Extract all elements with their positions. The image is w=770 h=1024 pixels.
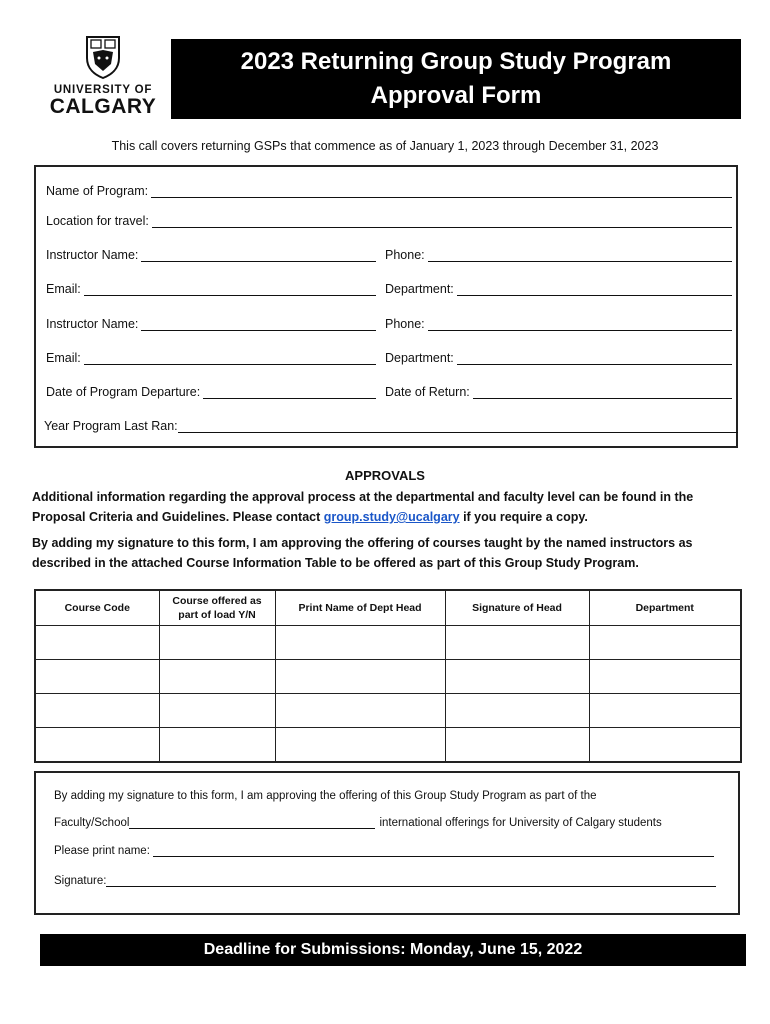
table-cell[interactable] [159, 626, 275, 660]
approvals-heading: APPROVALS [345, 468, 425, 483]
table-row [35, 694, 741, 728]
table-cell[interactable] [589, 660, 741, 694]
table-header-row [35, 590, 741, 626]
phone-2-label: Phone: [385, 317, 425, 331]
course-approval-paragraph: By adding my signature to this form, I am approving the offering of courses taught by the named instructors as described in the attached Course Information Table to be offered as part of this Group Study Program. [32, 536, 693, 570]
department-2-label: Department: [385, 351, 454, 365]
departure-date-field[interactable] [46, 384, 376, 399]
university-crest-icon [83, 34, 123, 80]
university-logo [48, 34, 158, 124]
table-cell[interactable] [35, 626, 159, 660]
instructor-1-field[interactable] [46, 247, 376, 262]
table-row [35, 728, 741, 763]
header-course-offered: Course offered as part of load Y/N [159, 590, 275, 626]
print-name-line[interactable] [153, 843, 714, 857]
table-cell[interactable] [35, 728, 159, 763]
form-title-line-1: 2023 Returning Group Study Program [240, 48, 672, 75]
table-cell[interactable] [275, 728, 445, 763]
form-title-line-2: Approval Form [370, 82, 542, 109]
table-cell[interactable] [159, 694, 275, 728]
print-name-field[interactable] [54, 843, 714, 857]
table-cell[interactable] [589, 694, 741, 728]
header-signature-of-head: Signature of Head [445, 590, 589, 626]
return-date-label: Date of Return: [385, 385, 470, 399]
approval-info-paragraph [32, 487, 742, 527]
table-cell[interactable] [589, 728, 741, 763]
header-dept-head-name: Print Name of Dept Head [275, 590, 445, 626]
email-2-label: Email: [46, 351, 81, 365]
faculty-school-label: Faculty/School [54, 817, 130, 829]
form-title [171, 39, 741, 119]
year-last-ran-label: Year Program Last Ran: [44, 419, 178, 433]
deadline-banner: Deadline for Submissions: Monday, June 15, 2022 [40, 934, 746, 966]
table-cell[interactable] [159, 660, 275, 694]
course-approval-table [34, 589, 742, 763]
email-1-label: Email: [46, 282, 81, 296]
table-cell[interactable] [35, 660, 159, 694]
approval-info-text-end: if you require a copy. [459, 510, 588, 524]
location-line[interactable] [152, 213, 732, 228]
phone-1-field[interactable] [385, 247, 732, 262]
logo-line-1: UNIVERSITY OF [53, 84, 153, 96]
year-last-ran-field[interactable] [44, 418, 738, 433]
faculty-signature-box [34, 771, 740, 915]
instructor-2-field[interactable] [46, 316, 376, 331]
signature-line[interactable] [106, 873, 716, 887]
faculty-approval-intro: By adding my signature to this form, I am approving the offering of this Group Study Program as part of the [54, 790, 597, 802]
faculty-school-suffix: international offerings for University of Calgary students [379, 817, 662, 829]
table-cell[interactable] [445, 728, 589, 763]
phone-1-label: Phone: [385, 248, 425, 262]
table-cell[interactable] [159, 728, 275, 763]
departure-date-line[interactable] [203, 384, 376, 399]
instructor-2-label: Instructor Name: [46, 317, 139, 331]
email-1-line[interactable] [84, 281, 376, 296]
contact-email-link[interactable]: group.study@ucalgary [323, 510, 460, 524]
department-1-line[interactable] [457, 281, 732, 296]
coverage-note: This call covers returning GSPs that commence as of January 1, 2023 through December 31, 2023 [111, 139, 659, 153]
table-cell[interactable] [275, 626, 445, 660]
table-cell[interactable] [445, 626, 589, 660]
phone-2-line[interactable] [428, 316, 732, 331]
year-last-ran-line[interactable] [178, 418, 738, 433]
signature-field[interactable] [54, 873, 716, 887]
table-cell[interactable] [275, 694, 445, 728]
program-name-field[interactable] [46, 183, 732, 198]
faculty-school-field[interactable] [54, 815, 724, 829]
instructor-2-line[interactable] [141, 316, 376, 331]
table-cell[interactable] [35, 694, 159, 728]
location-field[interactable] [46, 213, 732, 228]
program-name-label: Name of Program: [46, 184, 149, 198]
table-row [35, 626, 741, 660]
department-1-field[interactable] [385, 281, 732, 296]
approval-info-text: Additional information regarding the approval process at the departmental and faculty level can be found in the Proposal Criteria and Guidelines. Please contact [32, 490, 694, 524]
departure-date-label: Date of Program Departure: [46, 385, 201, 399]
email-2-field[interactable] [46, 350, 376, 365]
department-1-label: Department: [385, 282, 454, 296]
faculty-school-line[interactable] [129, 815, 375, 829]
header-department: Department [589, 590, 741, 626]
email-1-field[interactable] [46, 281, 376, 296]
email-2-line[interactable] [84, 350, 376, 365]
return-date-line[interactable] [473, 384, 732, 399]
department-2-field[interactable] [385, 350, 732, 365]
phone-1-line[interactable] [428, 247, 732, 262]
table-cell[interactable] [275, 660, 445, 694]
return-date-field[interactable] [385, 384, 732, 399]
location-label: Location for travel: [46, 214, 149, 228]
table-cell[interactable] [589, 626, 741, 660]
department-2-line[interactable] [457, 350, 732, 365]
instructor-1-line[interactable] [141, 247, 376, 262]
table-cell[interactable] [445, 660, 589, 694]
program-name-line[interactable] [151, 183, 732, 198]
signature-label: Signature: [54, 875, 107, 887]
print-name-label: Please print name: [54, 845, 150, 857]
header-course-code: Course Code [35, 590, 159, 626]
phone-2-field[interactable] [385, 316, 732, 331]
logo-line-2: CALGARY [49, 95, 157, 118]
program-info-box [34, 165, 738, 448]
table-row [35, 660, 741, 694]
table-cell[interactable] [445, 694, 589, 728]
instructor-1-label: Instructor Name: [46, 248, 139, 262]
